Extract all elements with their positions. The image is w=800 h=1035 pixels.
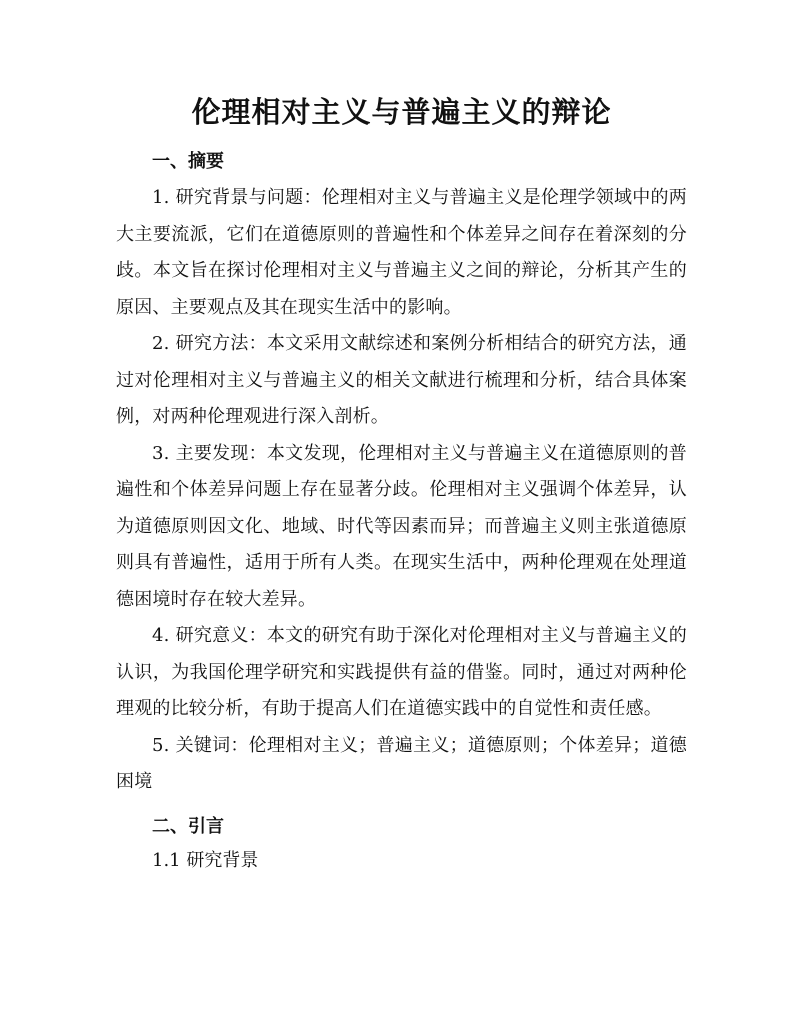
document-title: 伦理相对主义与普遍主义的辩论 xyxy=(191,95,612,129)
paragraph-significance: 4. 研究意义：本文的研究有助于深化对伦理相对主义与普遍主义的认识，为我国伦理学研究和实践提供有益的借鉴。同时，通过对两种伦理观的比较分析，有助于提高人们在道德实践中的自觉性和责任感。 xyxy=(116,625,687,719)
subsection-heading-background: 1.1 研究背景 xyxy=(152,849,259,871)
section-heading-introduction: 二、引言 xyxy=(152,815,224,837)
abstract-body xyxy=(116,180,687,801)
section-heading-abstract: 一、摘要 xyxy=(152,151,224,172)
paragraph-keywords: 5. 关键词：伦理相对主义；普遍主义；道德原则；个体差异；道德困境 xyxy=(116,734,687,792)
paragraph-findings: 3. 主要发现：本文发现，伦理相对主义与普遍主义在道德原则的普遍性和个体差异问题上存在显著分歧。伦理相对主义强调个体差异，认为道德原则因文化、地域、时代等因素而异；而普遍主义则主张道德原则具有普遍性，适用于所有人类。在现实生活中，两种伦理观在处理道德困境时存在较大差异。 xyxy=(116,442,687,610)
paragraph-background: 1. 研究背景与问题：伦理相对主义与普遍主义是伦理学领域中的两大主要流派，它们在道德原则的普遍性和个体差异之间存在着深刻的分歧。本文旨在探讨伦理相对主义与普遍主义之间的辩论，分析其产生的原因、主要观点及其在现实生活中的影响。 xyxy=(116,187,687,318)
paragraph-method: 2. 研究方法：本文采用文献综述和案例分析相结合的研究方法，通过对伦理相对主义与普遍主义的相关文献进行梳理和分析，结合具体案例，对两种伦理观进行深入剖析。 xyxy=(116,333,687,427)
